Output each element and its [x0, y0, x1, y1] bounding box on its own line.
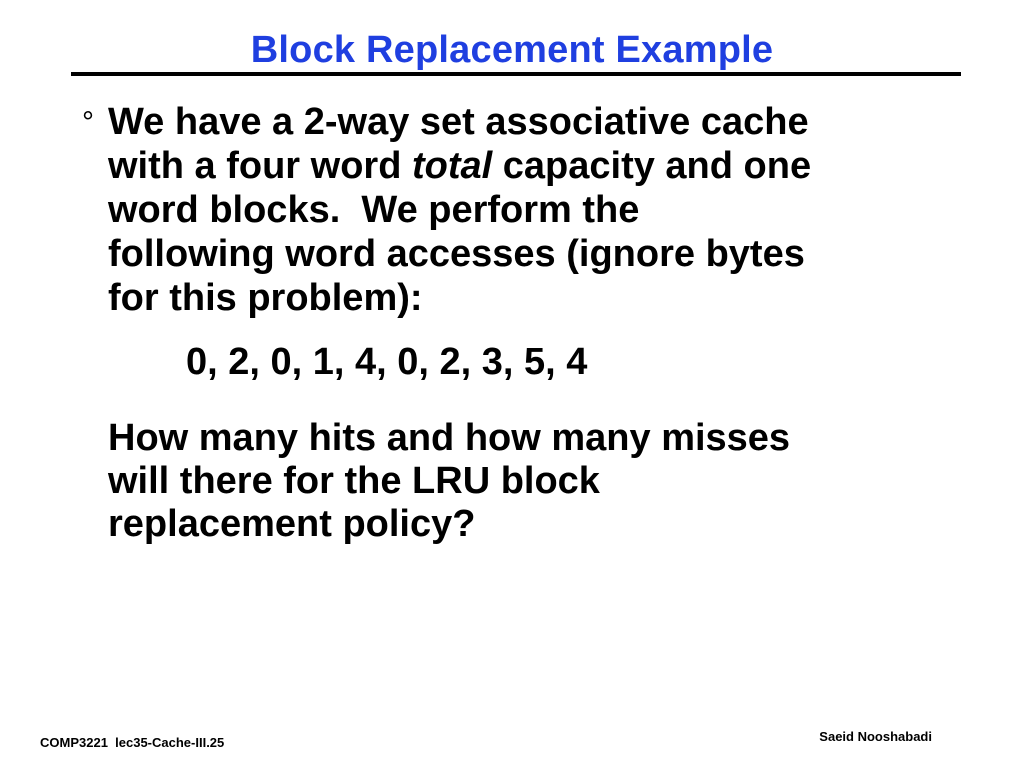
bullet-line: following word accesses (ignore bytes	[108, 233, 805, 275]
bullet-line: for this problem):	[108, 277, 423, 319]
bullet-line: word blocks. We perform the	[108, 189, 640, 231]
degree-bullet-icon: °	[82, 106, 94, 139]
footer-course-label: COMP3221 lec35-Cache-III.25	[40, 735, 225, 750]
bullet-line-segment: with a four word	[108, 145, 412, 187]
slide-title: Block Replacement Example	[250, 29, 774, 71]
question-line: replacement policy?	[108, 503, 476, 545]
access-sequence: 0, 2, 0, 1, 4, 0, 2, 3, 5, 4	[186, 341, 588, 383]
bullet-line	[108, 144, 958, 188]
footer-author: Saeid Nooshabadi	[819, 729, 932, 744]
question-text	[108, 417, 790, 546]
bullet-text	[108, 100, 958, 320]
bullet-line-segment: capacity and one	[492, 145, 812, 187]
title-divider	[71, 72, 961, 76]
bullet-line: We have a 2-way set associative cache	[108, 101, 809, 143]
question-line: How many hits and how many misses	[108, 417, 791, 459]
question-line: will there for the LRU block	[108, 460, 600, 502]
emphasized-word: total	[411, 145, 493, 187]
